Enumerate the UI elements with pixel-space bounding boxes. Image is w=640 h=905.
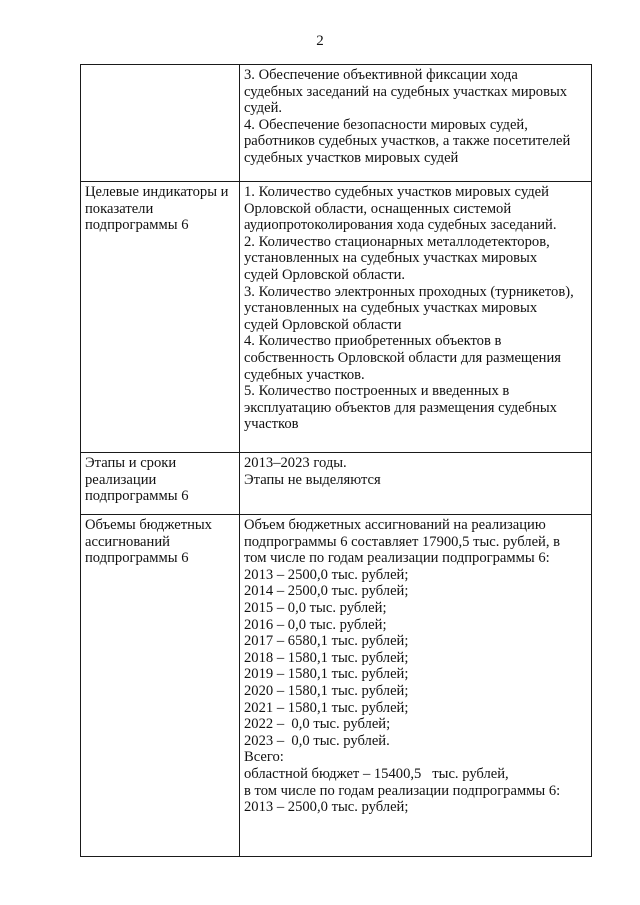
table-row-budget (81, 515, 592, 857)
text-line: участков (244, 416, 299, 433)
text-line: судей. (244, 100, 283, 117)
label-cell (81, 182, 240, 453)
text-line: 3. Количество электронных проходных (турникетов), (244, 283, 574, 300)
table-row-objectives (81, 65, 592, 182)
label-line: подпрограммы 6 (85, 550, 189, 567)
table-row-indicators (81, 182, 592, 453)
text-line: 2016 – 0,0 тыс. рублей; (244, 616, 387, 633)
text-line: 2013–2023 годы. (244, 455, 347, 471)
label-line: Целевые индикаторы и (85, 184, 229, 200)
label-line: подпрограммы 6 (85, 217, 189, 234)
text-line: 2. Количество стационарных металлодетекторов, (244, 233, 550, 250)
label-cell (81, 515, 240, 857)
label-line: Объемы бюджетных (85, 517, 212, 533)
label-line: ассигнований (85, 533, 170, 550)
text-line: 2020 – 1580,1 тыс. рублей; (244, 682, 409, 699)
text-line: 2015 – 0,0 тыс. рублей; (244, 599, 387, 616)
text-line: 4. Количество приобретенных объектов в (244, 333, 502, 350)
text-line: судебных участков мировых судей (244, 149, 459, 166)
text-line: областной бюджет – 15400,5 тыс. рублей, (244, 765, 509, 782)
table-row-stages (81, 453, 592, 515)
label-cell (81, 65, 240, 182)
passport-table (80, 64, 592, 857)
text-line: судей Орловской области. (244, 266, 406, 283)
text-line: том числе по годам реализации подпрограммы 6: (244, 550, 550, 567)
text-line: подпрограммы 6 составляет 17900,5 тыс. рублей, в (244, 533, 561, 550)
text-line: установленных на судебных участках мировых (244, 300, 538, 317)
label-line: подпрограммы 6 (85, 488, 189, 505)
text-line: 2019 – 1580,1 тыс. рублей; (244, 666, 409, 683)
text-line: судебных участков. (244, 366, 365, 383)
label-line: показатели (85, 200, 154, 217)
text-line: 2021 – 1580,1 тыс. рублей; (244, 699, 409, 716)
value-cell (240, 453, 592, 515)
value-cell (240, 65, 592, 182)
text-line: установленных на судебных участках мировых (244, 250, 538, 267)
text-line: 5. Количество построенных и введенных в (244, 383, 510, 400)
value-cell (240, 515, 592, 857)
text-line: 2017 – 6580,1 тыс. рублей; (244, 633, 409, 650)
text-line: Всего: (244, 749, 284, 766)
text-line: Объем бюджетных ассигнований на реализацию (244, 517, 546, 533)
text-line: в том числе по годам реализации подпрограммы 6: (244, 782, 561, 799)
value-cell (240, 182, 592, 453)
label-line: Этапы и сроки (85, 455, 177, 471)
text-line: 1. Количество судебных участков мировых судей (244, 184, 549, 200)
text-line: 2023 – 0,0 тыс. рублей. (244, 732, 390, 749)
text-line: 4. Обеспечение безопасности мировых судей, (244, 116, 528, 133)
text-line: 2013 – 2500,0 тыс. рублей; (244, 566, 409, 583)
text-line: судей Орловской области (244, 316, 402, 333)
label-cell (81, 453, 240, 515)
text-line: аудиопротоколирования хода судебных заседаний. (244, 217, 557, 234)
label-line: реализации (85, 471, 157, 488)
text-line: 2018 – 1580,1 тыс. рублей; (244, 649, 409, 666)
text-line: Орловской области, оснащенных системой (244, 200, 512, 217)
text-line: работников судебных участков, а также посетителей (244, 133, 571, 150)
text-line: судебных заседаний на судебных участках мировых (244, 83, 568, 100)
text-line: 2013 – 2500,0 тыс. рублей; (244, 799, 409, 816)
text-line: 2022 – 0,0 тыс. рублей; (244, 716, 391, 733)
text-line: собственность Орловской области для размещения (244, 349, 561, 366)
text-line: 2014 – 2500,0 тыс. рублей; (244, 583, 409, 600)
page-number: 2 (316, 33, 324, 49)
text-line: Этапы не выделяются (244, 471, 381, 488)
text-line: 3. Обеспечение объективной фиксации хода (244, 67, 518, 83)
text-line: эксплуатацию объектов для размещения судебных (244, 399, 557, 416)
